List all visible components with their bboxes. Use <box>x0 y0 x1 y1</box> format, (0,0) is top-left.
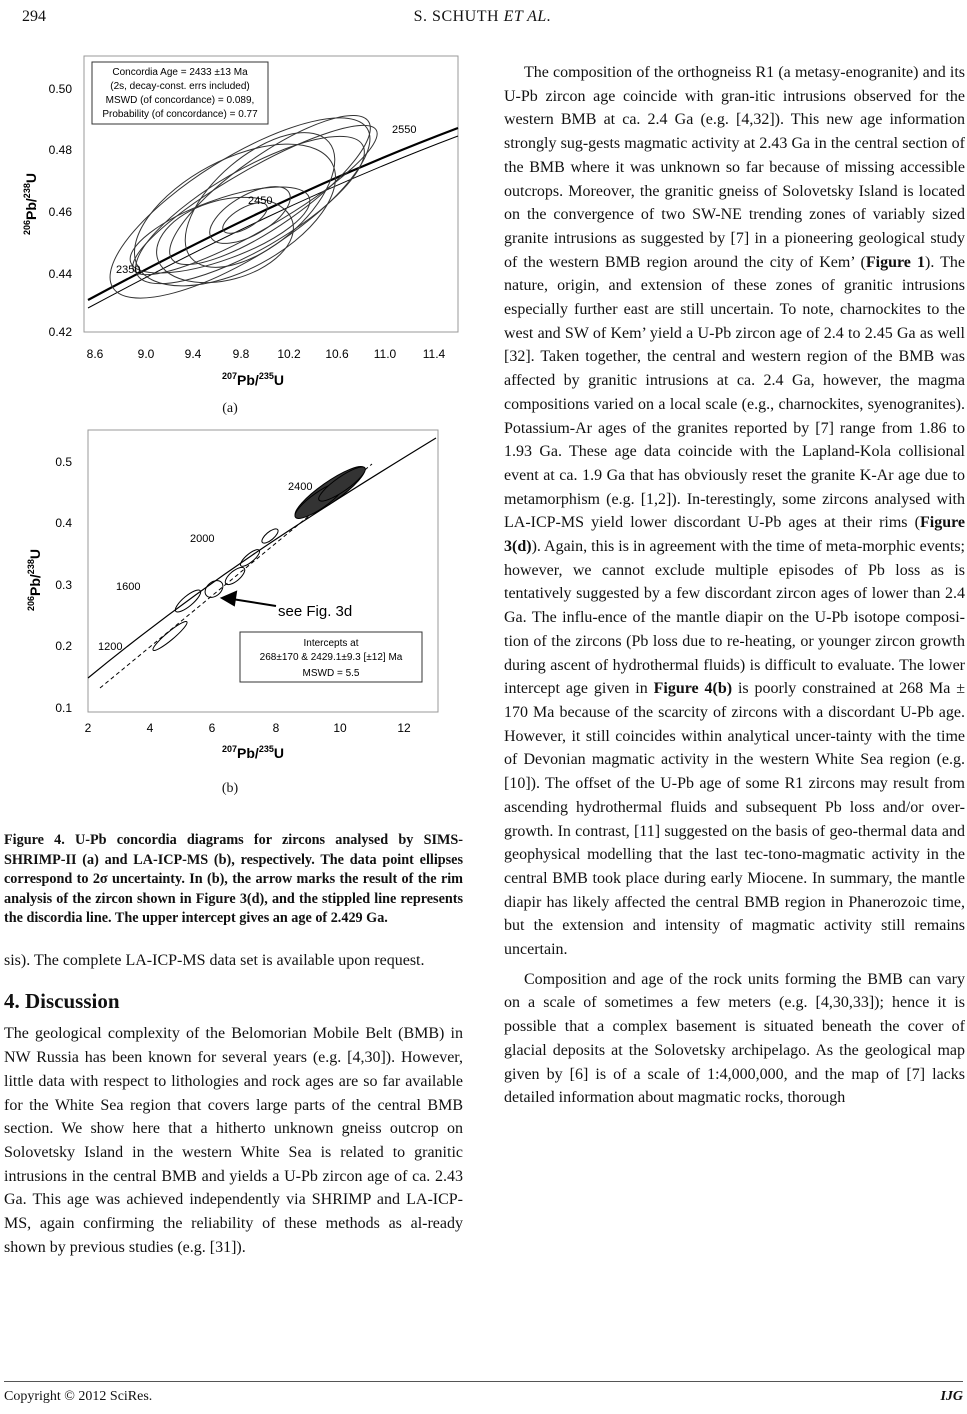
figure-reference[interactable]: Figure 3(d) <box>504 514 965 556</box>
x-tick-label: 11.4 <box>422 347 446 361</box>
journal-abbrev: IJG <box>940 1389 963 1404</box>
y-tick-label: 0.4 <box>55 516 72 530</box>
figure-reference[interactable]: Figure 1 <box>865 253 925 271</box>
arrow-label-b: see Fig. 3d <box>278 603 353 620</box>
x-tick-label: 6 <box>208 721 216 735</box>
y-axis-ticks-b <box>55 455 72 715</box>
x-tick-label: 9.0 <box>137 347 155 361</box>
age-label: 2550 <box>392 124 417 136</box>
age-label: 2350 <box>116 264 141 276</box>
copyright: Copyright © 2012 SciRes. <box>4 1389 153 1404</box>
x-tick-label: 4 <box>146 721 154 735</box>
legend-line: Concordia Age = 2433 ±13 Ma <box>112 67 248 78</box>
x-axis-ticks-a <box>87 347 446 361</box>
figure-4b-concordia <box>0 426 470 776</box>
left-text-column <box>4 949 463 1259</box>
legend-line: MSWD = 5.5 <box>302 668 360 679</box>
legend-line: Probability (of concordance) = 0.77 <box>102 109 258 120</box>
age-label: 1600 <box>116 581 141 593</box>
figure-caption: Figure 4. U-Pb concordia diagrams for zircons analysed by SIMS-SHRIMP-II (a) and LA-ICP-MS (b), respectively. The data point ellipses correspond to 2σ uncertainty. In (b), the arrow marks the result of the rim analysis of the zircon shown in Figure 3(d), and the stippled line represents the discordia line. The upper intercept gives an age of 2.429 Ga. <box>4 832 463 927</box>
legend-box-a <box>92 62 268 124</box>
figure-4a-concordia <box>0 40 470 400</box>
age-label: 1200 <box>98 641 123 653</box>
x-tick-label: 9.4 <box>184 347 202 361</box>
arrow-b <box>222 592 276 606</box>
y-tick-label: 0.5 <box>55 455 72 469</box>
legend-box-b <box>240 632 422 682</box>
x-tick-label: 10 <box>333 721 347 735</box>
legend-line: MSWD (of concordance) = 0.089, <box>105 95 255 106</box>
x-tick-label: 2 <box>84 721 92 735</box>
age-label: 2000 <box>190 533 215 545</box>
x-tick-label: 10.6 <box>325 347 349 361</box>
y-axis-label-b: $^{206}$Pb/$^{238}$U <box>26 549 43 611</box>
x-axis-label-b: $^{207}$Pb/$^{235}$U <box>222 744 284 761</box>
body-paragraph: The composition of the orthogneiss R1 (a metasy-enogranite) and its U-Pb zircon age coincide with gran-itic intrusions observed for the western BMB at ca. 2.4 Ga (e.g. [4,32]). This new age information strongly sug-gests magmatic activity at 2.43 Ga in the central section of the BMB where it was unknown so far because of missing accessible outcrops. Moreover, the granitic gneiss of Solovetsky Island is located on the convergence of two SW-NE trending zones of variably sized granite intrusions as suggested by [7] in a pioneering geological study of the western BMB region around the city of Kem’ (Figure 1). The nature, origin, and extension of these zones of granitic intrusions especially further east are still uncertain. To note, charnockites to the west and SW of Kem’ yield a U-Pb zircon age of 2.4 to 2.45 Ga as well [32]. Taken together, the central and western region of the BMB was affected by granitic intrusions at ca. 2.4 Ga, however, the magma compositions varied on a local scale (e.g., charnockites, syenogranites). Potassium-Ar ages of the granites reported by [7] range from 1.86 to 1.93 Ga. These age data coincide with the Lapland-Kola collisional event at ca. 1.9 Ga that has obviously reset the granite K-Ar age due to metamorphism (e.g. [1,2]). In-terestingly, some zircons analysed with LA-ICP-MS yield lower discordant U-Pb ages at their rims (Figure 3(d)). Again, this is in agreement with the time of meta-morphic events; however, we cannot exclude multiple episodes of Pb loss as is tentatively suggested by a few discordant zircon ages of lower than 2.4 Ga. The influ-ence of the mantle diapir on the U-Pb isotope composi-tion of the zircons (Pb loss due to re-heating, or younger zircon growth during ascent of hydrothermal fluids) is difficult to evaluate. The lower intercept age given in Figure 4(b) is poorly constrained at 268 Ma ± 170 Ma because of the scarcity of zircons with a discordant U-Pb age. However, it still coincides within analytical uncer-tainty with the time of Devonian magmatic activity in the western White Sea region (e.g. [10]). The offset of the U-Pb age of some R1 zircons may result from ascending hydrothermal fluids and subsequent Pb loss and/or over-growth. In contrast, [11] suggested on the basis of geo-thermal data and geophysical modelling that the last tec-tono-magmatic activity in the central BMB took place during early Miocene. In summary, the mantle diapir has likely affected the central BMB region in Phanerozoic time, but the extension and intensity of magmatic activity still remains uncertain. <box>504 64 965 959</box>
x-axis-label-a: $^{207}$Pb/$^{235}$U <box>222 371 284 388</box>
legend-line: (2s, decay-const. errs included) <box>110 81 250 92</box>
y-axis-ticks-a <box>49 82 73 339</box>
figure-reference[interactable]: Figure 4(b) <box>653 680 733 698</box>
page-number: 294 <box>22 8 46 25</box>
y-tick-label: 0.3 <box>55 578 72 592</box>
x-axis-ticks-b <box>85 721 411 735</box>
continuation-paragraph: sis). The complete LA-ICP-MS data set is available upon request. <box>4 952 425 969</box>
legend-line: Intercepts at <box>303 638 359 649</box>
running-title: S. SCHUTH ET AL. <box>413 8 552 25</box>
y-tick-label: 0.1 <box>55 701 72 715</box>
y-axis-label-a: $^{206}$Pb/$^{238}$U <box>22 173 39 235</box>
page-header <box>22 8 943 30</box>
x-tick-label: 8 <box>272 721 280 735</box>
section-heading: 4. Discussion <box>4 988 120 1013</box>
age-label: 2400 <box>288 481 313 493</box>
age-label: 2450 <box>248 195 273 207</box>
x-tick-label: 12 <box>397 721 411 735</box>
y-tick-label: 0.44 <box>48 267 72 281</box>
subfigure-label-b: (b) <box>221 781 239 796</box>
x-tick-label: 8.6 <box>86 347 104 361</box>
y-tick-label: 0.48 <box>48 143 72 157</box>
x-tick-label: 10.2 <box>277 347 301 361</box>
discussion-paragraph: The geological complexity of the Belomorian Mobile Belt (BMB) in NW Russia has been known for several years (e.g. [4,30]). However, little data with respect to lithologies and rock ages are so far available for the White Sea region that covers large parts of the central BMB section. We show here that a hitherto unknown gneiss outcrop on Solovetsky Island in the western White Sea is related to granitic intrusions in the central BMB and yields a U-Pb zircon age of ca. 2.43 Ga. This age was achieved independently via SHRIMP and LA-ICP-MS, again confirming the reliability of these methods as al-ready shown by previous studies (e.g. [31]). <box>4 1025 463 1256</box>
subfigure-label-a: (a) <box>222 401 238 416</box>
y-tick-label: 0.42 <box>48 325 72 339</box>
y-tick-label: 0.50 <box>48 82 72 96</box>
body-paragraph: Composition and age of the rock units forming the BMB can vary on a scale of sometimes a few meters (e.g. [4,30,33]); hence it is possible that a complex basement is situated beneath the cover of glacial deposits at the Solovetsky archipelago. As the geological map given by [6] is of a scale of 1:4,000,000, and the map of [7] lacks detailed information about magmatic rocks, thorough <box>504 970 965 1107</box>
y-tick-label: 0.46 <box>48 205 72 219</box>
x-tick-label: 11.0 <box>373 347 397 361</box>
y-tick-label: 0.2 <box>55 639 72 653</box>
legend-line: 268±170 & 2429.1±9.3 [±12] Ma <box>259 652 403 663</box>
x-tick-label: 9.8 <box>232 347 250 361</box>
right-text-column <box>504 61 965 1110</box>
footer-rule <box>4 1381 963 1382</box>
